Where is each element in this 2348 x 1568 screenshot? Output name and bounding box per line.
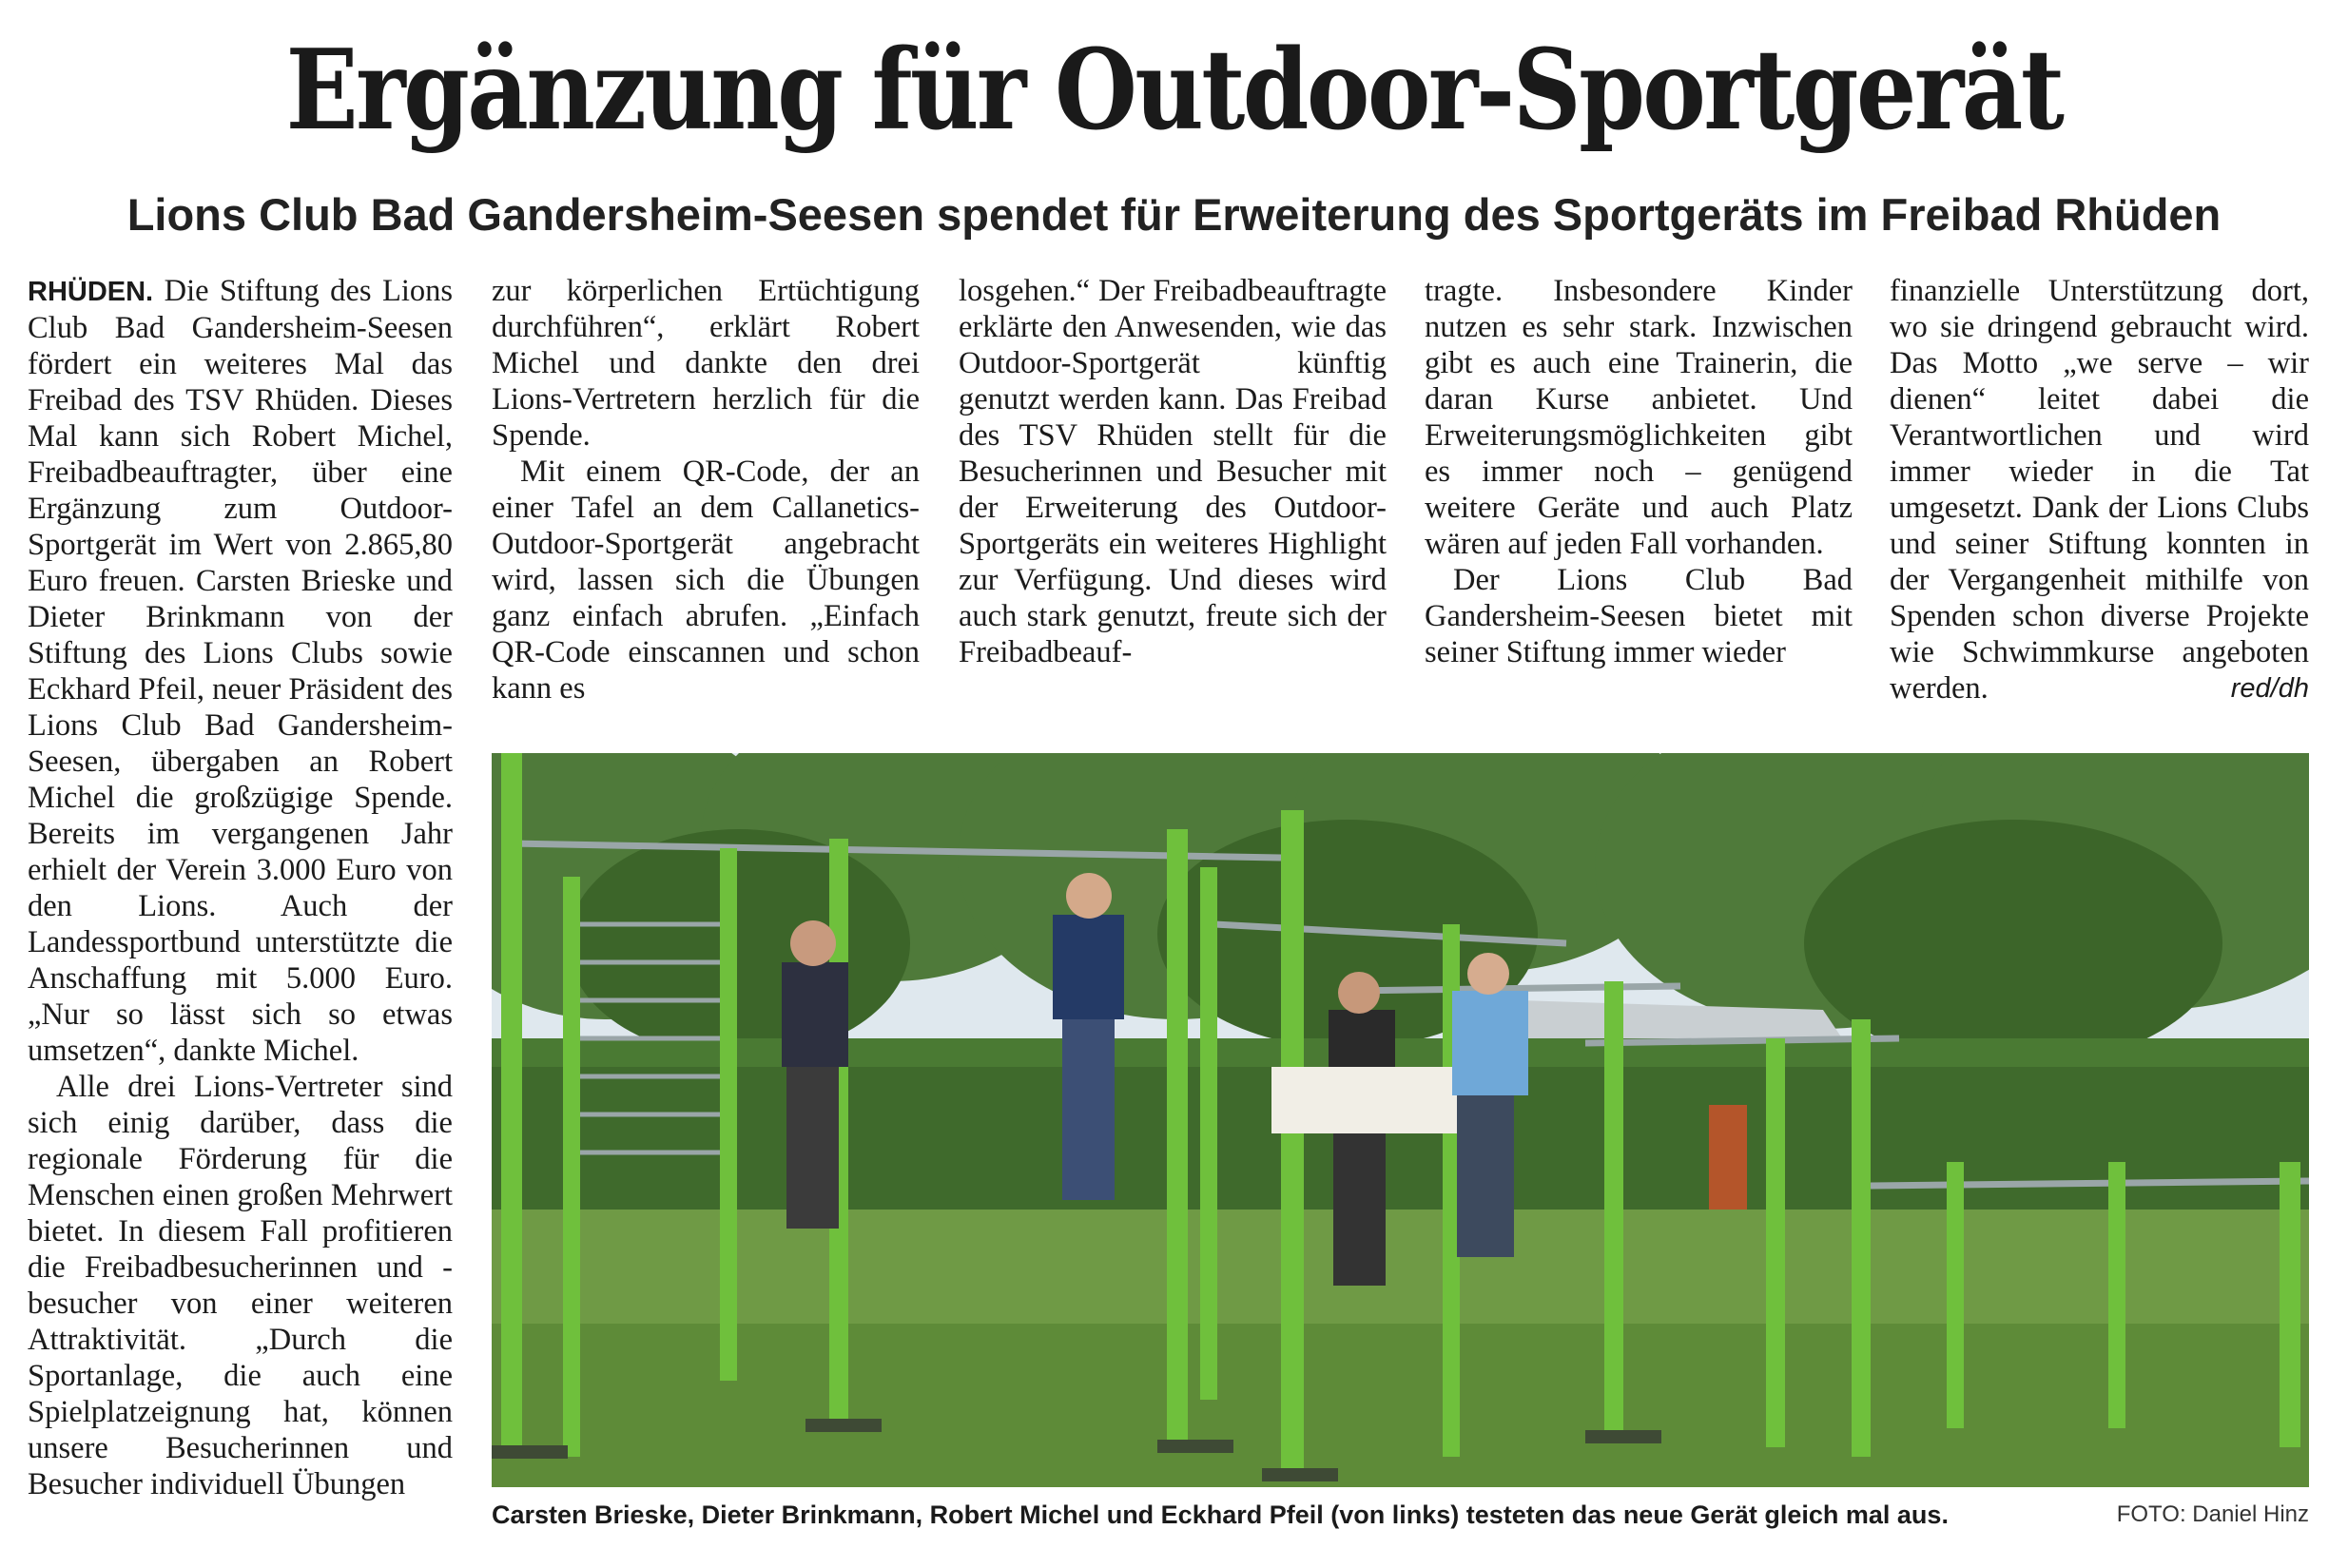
article-column-4 — [1425, 273, 1853, 710]
photo-credit: FOTO: Daniel Hinz — [2116, 1501, 2309, 1527]
paragraph-text: finanzielle Unterstützung dort, wo sie dringend gebraucht wird. Das Motto „we serve – wir dienen“ leitet dabei die Verantwortlichen und wird immer wieder in die Tat umgesetzt. Dank der Lions Clubs und seiner Stiftung konnten in der Vergangenheit mithilfe von Spenden schon diverse Projekte wie Schwimmkurse angeboten werden. — [1890, 274, 2309, 706]
author-tag: red/dh — [2230, 673, 2309, 704]
paragraph: Mit einem QR-Code, der an einer Tafel an dem Callanetics-Outdoor-Sportgerät angebracht wird, lassen sich die Übungen ganz einfach abrufen. „Einfach QR-Code einscannen und schon kann es — [492, 455, 920, 706]
subheadline: Lions Club Bad Gandersheim-Seesen spendet für Erweiterung des Sportgeräts im Freibad Rhüden — [126, 189, 2222, 240]
article-column-2 — [492, 273, 920, 710]
photo-caption: Carsten Brieske, Dieter Brinkmann, Robert Michel und Eckhard Pfeil (von links) testeten das neue Gerät gleich mal aus. — [492, 1500, 1949, 1529]
dateline: RHÜDEN. — [28, 277, 154, 307]
paragraph — [28, 273, 453, 1069]
headline: Ergänzung für Outdoor-Sportgerät — [285, 26, 2063, 155]
article-column-5 — [1890, 273, 2309, 710]
paragraph: Alle drei Lions-Vertreter sind sich einig darüber, dass die regionale Förderung für die Menschen einen großen Mehrwert bietet. In diesem Fall profitieren die Freibadbesucherinnen und -besucher von einer weiteren Attraktivität. „Durch die Sportanlage, die auch eine Spielplatzeignung hat, können unsere Besucherinnen und Besucher individuell Übungen — [28, 1070, 453, 1501]
paragraph: tragte. Insbesondere Kinder nutzen es sehr stark. Inzwischen gibt es auch eine Trainerin, die daran Kurse anbietet. Und Erweiterungsmöglichkeiten gibt es immer noch – genügend weitere Geräte und auch Platz wären auf jeden Fall vorhanden. — [1425, 274, 1853, 561]
paragraph-text: Die Stiftung des Lions Club Bad Gandersheim-Seesen fördert ein weiteres Mal das Freibad des TSV Rhüden. Dieses Mal kann sich Robert Michel, Freibadbeauftragter, über eine Ergänzung zum Outdoor-Sportgerät im Wert von 2.865,80 Euro freuen. Carsten Brieske und Dieter Brinkmann von der Stiftung des Lions Clubs sowie Eckhard Pfeil, neuer Präsident des Lions Club Bad Gandersheim-Seesen, übergaben an Robert Michel die großzügige Spende. Bereits im vergangenen Jahr erhielt der Verein 3.000 Euro von den Lions. Auch der Landessportbund unterstützte die Anschaffung mit 5.000 Euro. „Nur so lässt sich so etwas umsetzen“, dankte Michel. — [28, 274, 453, 1068]
paragraph — [1890, 273, 2309, 707]
article-photo — [492, 753, 2309, 1487]
paragraph: losgehen.“ Der Freibadbeauftragte erklärte den Anwesenden, wie das Outdoor-Sportgerät künftig genutzt werden kann. Das Freibad des TSV Rhüden stellt für die Besucherinnen und Besucher mit der Erweiterung des Outdoor-Sportgeräts ein weiteres Highlight zur Verfügung. Und dieses wird auch stark genutzt, freute sich der Freibadbeauf- — [959, 274, 1387, 669]
article-column-1 — [28, 273, 453, 1538]
paragraph: zur körperlichen Ertüchtigung durchführen“, erklärt Robert Michel und dankte den drei Lions-Vertretern herzlich für die Spende. — [492, 274, 920, 453]
paragraph: Der Lions Club Bad Gandersheim-Seesen bietet mit seiner Stiftung immer wieder — [1425, 563, 1853, 669]
article-column-3 — [959, 273, 1387, 710]
